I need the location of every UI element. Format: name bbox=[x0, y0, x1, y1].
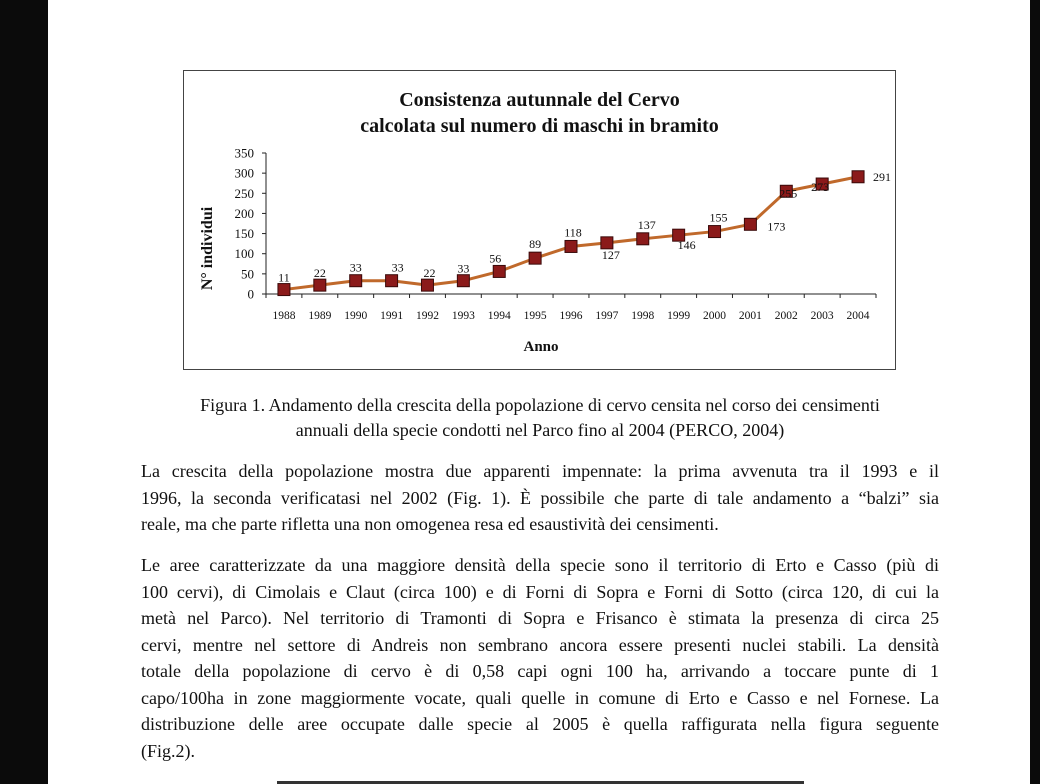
data-label: 255 bbox=[779, 186, 798, 201]
data-point-marker bbox=[852, 171, 864, 183]
x-tick-label: 1996 bbox=[559, 310, 583, 322]
x-tick-label: 1995 bbox=[523, 310, 547, 322]
paragraph-1-line: La crescita della popolazione mostra due apparenti impennate: la prima avvenuta tra il 1993 e il bbox=[141, 461, 939, 481]
x-tick-label: 1992 bbox=[415, 310, 439, 322]
x-tick-label: 1998 bbox=[631, 310, 655, 322]
x-tick-label: 1999 bbox=[667, 310, 691, 322]
x-tick-label: 2003 bbox=[810, 310, 834, 322]
chart-frame bbox=[183, 70, 896, 370]
paragraph-2-line: capo/100ha in zone maggiormente vocate, quali quelle in comune di Erto e Casso e nel Fornese. La bbox=[141, 687, 939, 708]
data-label: 56 bbox=[489, 251, 502, 266]
chart-title-line-2: calcolata sul numero di maschi in bramito bbox=[360, 115, 719, 137]
line-chart bbox=[184, 71, 895, 369]
y-tick-label: 250 bbox=[234, 185, 254, 201]
x-tick-label: 1988 bbox=[272, 310, 296, 322]
paragraph-2-line: Le aree caratterizzate da una maggiore densità della specie sono il territorio di Erto e Casso (più di bbox=[141, 555, 939, 575]
x-tick-label: 1990 bbox=[344, 310, 368, 322]
paragraph-2-line: totale della popolazione di cervo è di 0,58 capi ogni 100 ha, arrivando a toccare punte di 1 bbox=[141, 661, 939, 681]
data-label: 173 bbox=[767, 219, 786, 234]
y-tick-label: 0 bbox=[247, 286, 254, 302]
data-point-marker bbox=[350, 275, 362, 287]
x-tick-label: 2004 bbox=[846, 310, 870, 322]
x-axis-title: Anno bbox=[523, 339, 559, 355]
data-point-marker bbox=[744, 218, 756, 230]
data-point-marker bbox=[565, 240, 577, 252]
x-tick-label: 1989 bbox=[308, 310, 332, 322]
data-label: 33 bbox=[457, 261, 470, 276]
data-label: 146 bbox=[677, 238, 696, 253]
y-axis-title: N° individui bbox=[199, 206, 216, 291]
y-tick-label: 100 bbox=[234, 246, 254, 262]
x-tick-label: 2002 bbox=[774, 310, 798, 322]
y-tick-label: 50 bbox=[241, 266, 254, 282]
right-dark-margin bbox=[1030, 0, 1040, 784]
y-tick-label: 200 bbox=[234, 205, 254, 221]
data-point-marker bbox=[637, 233, 649, 245]
paragraph-2-line: (Fig.2). bbox=[141, 740, 195, 761]
x-tick-label: 2000 bbox=[703, 310, 727, 322]
x-tick-label: 1993 bbox=[451, 310, 475, 322]
data-label: 118 bbox=[564, 225, 582, 240]
left-dark-margin bbox=[0, 0, 48, 784]
data-label: 33 bbox=[391, 260, 404, 275]
figure-caption-line-2: annuali della specie condotti nel Parco fino al 2004 (PERCO, 2004) bbox=[295, 420, 785, 440]
data-label: 291 bbox=[873, 169, 892, 184]
data-label: 273 bbox=[811, 180, 830, 195]
data-point-marker bbox=[493, 265, 505, 277]
data-label: 11 bbox=[278, 270, 290, 285]
x-tick-label: 2001 bbox=[738, 310, 762, 322]
data-label: 89 bbox=[529, 237, 542, 252]
figure-caption-line-1: Figura 1. Andamento della crescita della popolazione di cervo censita nel corso dei censimenti bbox=[200, 395, 880, 415]
data-label: 137 bbox=[637, 217, 656, 232]
y-tick-label: 300 bbox=[234, 165, 254, 181]
paragraph-1-line: reale, ma che parte rifletta una non omogenea resa ed esaustività dei censimenti. bbox=[141, 514, 719, 534]
data-point-marker bbox=[709, 226, 721, 238]
x-tick-label: 1994 bbox=[487, 310, 511, 322]
paragraph-2-line: 100 cervi), di Cimolais e Claut (circa 100) e di Forni di Sopra e Forni di Sotto (circa 120, di cui la bbox=[141, 581, 939, 602]
data-point-marker bbox=[386, 275, 398, 287]
paragraph-1-line: 1996, la seconda verificatasi nel 2002 (Fig. 1). È possibile che parte di tale andamento a “balzi” sia bbox=[141, 487, 939, 508]
paragraph-2 bbox=[141, 552, 939, 764]
data-label: 155 bbox=[709, 210, 728, 225]
x-tick-label: 1991 bbox=[380, 310, 404, 322]
data-label: 127 bbox=[601, 247, 620, 262]
data-point-marker bbox=[457, 275, 469, 287]
data-label: 22 bbox=[313, 266, 326, 281]
x-tick-label: 1997 bbox=[595, 310, 619, 322]
y-tick-label: 350 bbox=[234, 145, 254, 161]
paragraph-2-line: cervi, mentre nel settore di Andreis non sembrano ancora essere presenti nuclei stabili. La densità bbox=[141, 634, 939, 655]
data-label: 22 bbox=[423, 266, 436, 281]
paragraph-2-line: distribuzione delle aree occupate dalle specie al 2005 è quella raffigurata nella figura seguente bbox=[141, 714, 939, 734]
data-point-marker bbox=[278, 284, 290, 296]
data-point-marker bbox=[529, 252, 541, 264]
data-point-marker bbox=[314, 279, 326, 291]
paragraph-1 bbox=[141, 458, 939, 538]
chart-title-line-1: Consistenza autunnale del Cervo bbox=[399, 89, 680, 111]
paragraph-2-line: metà nel Parco). Nel territorio di Tramonti di Sopra e Frisanco è stimata la presenza di circa 25 bbox=[141, 608, 939, 628]
data-label: 33 bbox=[349, 260, 362, 275]
data-point-marker bbox=[421, 279, 433, 291]
y-tick-label: 150 bbox=[234, 226, 254, 242]
